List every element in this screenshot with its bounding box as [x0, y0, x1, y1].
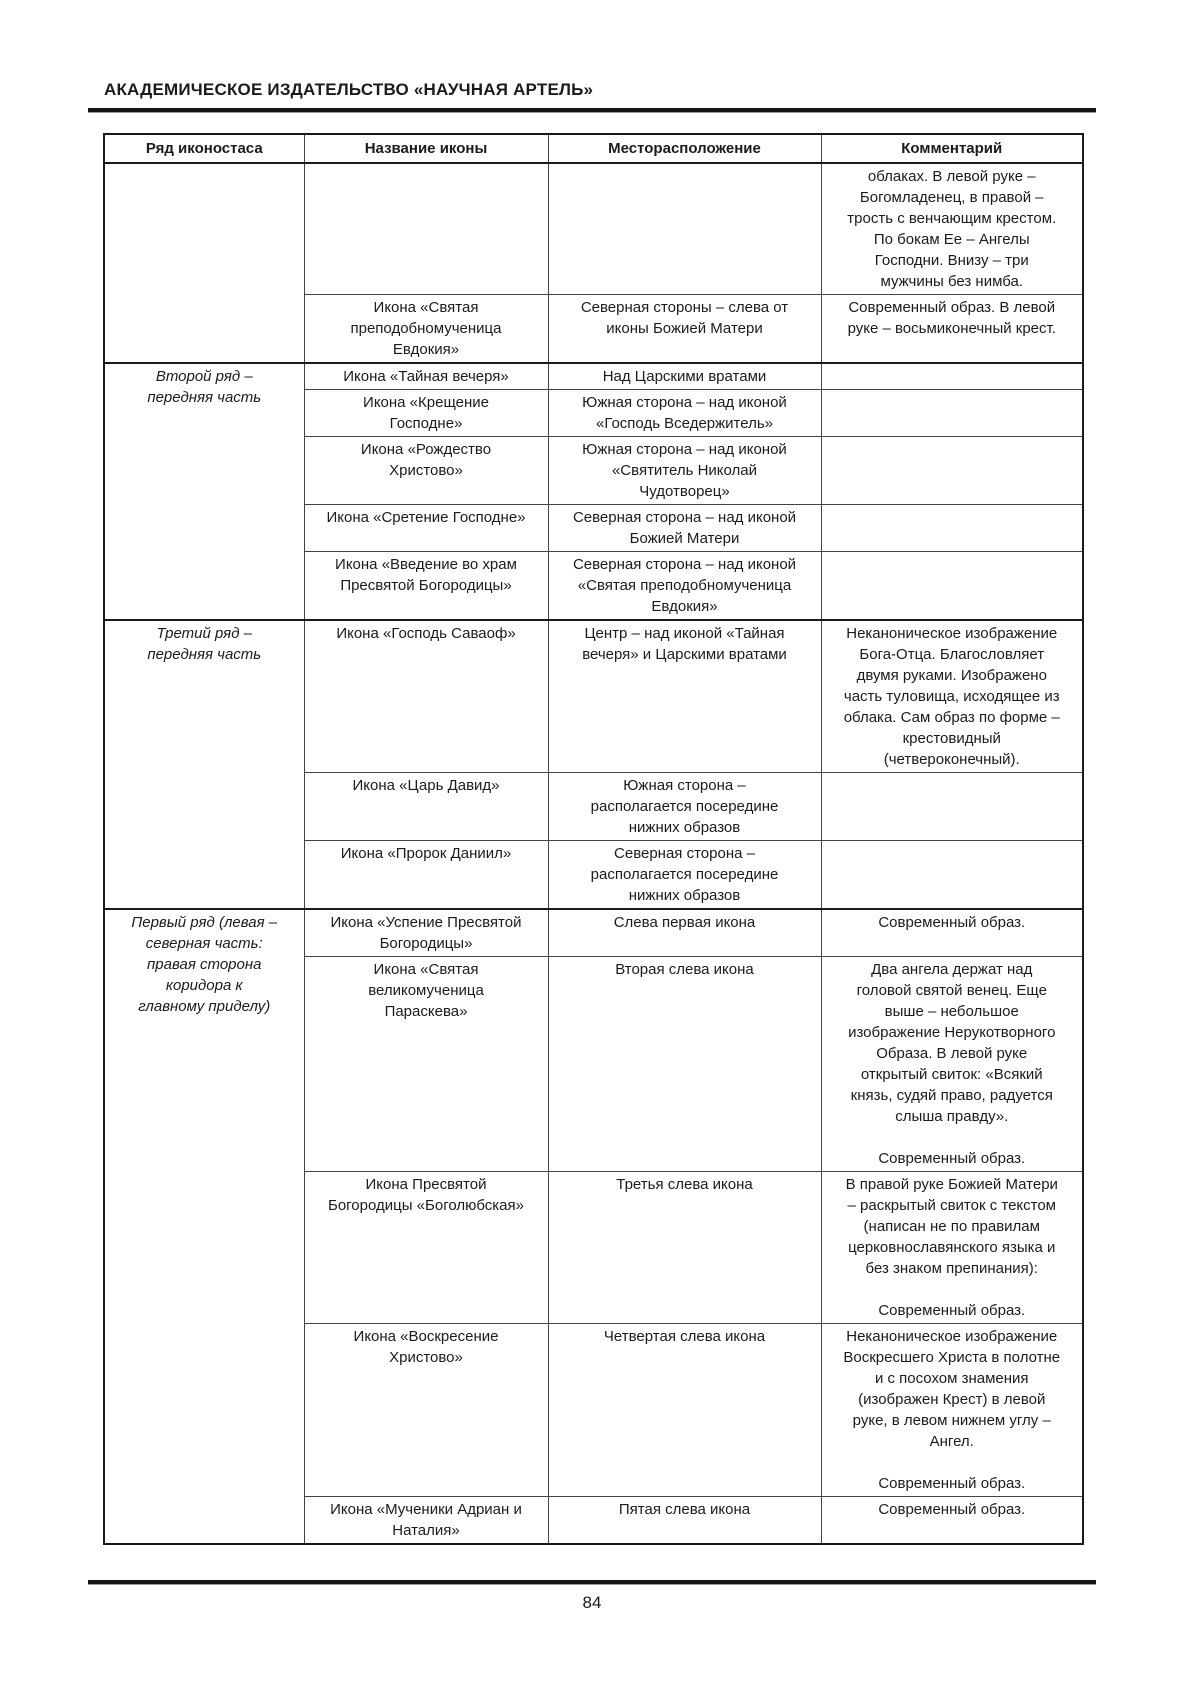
comment-cell	[821, 552, 1083, 621]
footer-rule	[88, 1580, 1096, 1585]
location-cell: Северная стороны – слева от иконы Божией Матери	[548, 295, 821, 364]
row-group-label: Третий ряд – передняя часть	[104, 620, 304, 909]
column-header-location: Месторасположение	[548, 134, 821, 163]
column-header-comment: Комментарий	[821, 134, 1083, 163]
icon-name-cell: Икона «Господь Саваоф»	[304, 620, 548, 773]
location-cell: Северная сторона – располагается посередине нижних образов	[548, 841, 821, 910]
icon-name-cell: Икона «Рождество Христово»	[304, 437, 548, 505]
comment-cell	[821, 437, 1083, 505]
icon-name-cell: Икона Пресвятой Богородицы «Боголюбская»	[304, 1172, 548, 1324]
location-cell: Северная сторона – над иконой «Святая преподобномученица Евдокия»	[548, 552, 821, 621]
icon-name-cell: Икона «Святая преподобномученица Евдокия»	[304, 295, 548, 364]
row-group-label: Второй ряд – передняя часть	[104, 363, 304, 620]
icon-name-cell: Икона «Воскресение Христово»	[304, 1324, 548, 1497]
row-group-label: Первый ряд (левая – северная часть: правая сторона коридора к главному приделу)	[104, 909, 304, 1544]
icon-name-cell: Икона «Крещение Господне»	[304, 390, 548, 437]
location-cell: Третья слева икона	[548, 1172, 821, 1324]
table-row	[104, 363, 1083, 390]
comment-cell	[821, 505, 1083, 552]
comment-cell: Современный образ.	[821, 1497, 1083, 1545]
location-cell: Центр – над иконой «Тайная вечеря» и Царскими вратами	[548, 620, 821, 773]
location-cell: Вторая слева икона	[548, 957, 821, 1172]
comment-cell	[821, 363, 1083, 390]
icon-name-cell: Икона «Успение Пресвятой Богородицы»	[304, 909, 548, 957]
page-number: 84	[582, 1593, 602, 1612]
table-row	[104, 620, 1083, 773]
icon-name-cell: Икона «Тайная вечеря»	[304, 363, 548, 390]
location-cell: Пятая слева икона	[548, 1497, 821, 1545]
icon-name-cell: Икона «Святая великомученица Параскева»	[304, 957, 548, 1172]
icon-name-cell	[304, 163, 548, 295]
icon-name-cell: Икона «Мученики Адриан и Наталия»	[304, 1497, 548, 1545]
header-rule	[88, 108, 1096, 113]
row-group-label	[104, 163, 304, 363]
comment-cell: облаках. В левой руке – Богомладенец, в правой – трость с венчающим крестом. По бокам Ее – Ангелы Господни. Внизу – три мужчины без нимба.	[821, 163, 1083, 295]
table-header-row	[104, 134, 1083, 163]
icon-name-cell: Икона «Пророк Даниил»	[304, 841, 548, 910]
location-cell: Четвертая слева икона	[548, 1324, 821, 1497]
table-row	[104, 163, 1083, 295]
comment-cell: Неканоническое изображение Бога-Отца. Благословляет двумя руками. Изображено часть туловища, исходящее из облака. Сам образ по форме – крестовидный (четвероконечный).	[821, 620, 1083, 773]
iconostasis-table	[103, 133, 1084, 1545]
icon-name-cell: Икона «Сретение Господне»	[304, 505, 548, 552]
table-row	[104, 909, 1083, 957]
column-header-iconostasis-row: Ряд иконостаса	[104, 134, 304, 163]
location-cell: Южная сторона – над иконой «Господь Вседержитель»	[548, 390, 821, 437]
comment-cell	[821, 773, 1083, 841]
column-header-icon-name: Название иконы	[304, 134, 548, 163]
location-cell	[548, 163, 821, 295]
location-cell: Северная сторона – над иконой Божией Матери	[548, 505, 821, 552]
comment-cell	[821, 390, 1083, 437]
comment-cell: В правой руке Божией Матери – раскрытый свиток с текстом (написан не по правилам церковнославянского языка и без знаком препинания): Современный образ.	[821, 1172, 1083, 1324]
location-cell: Южная сторона – над иконой «Святитель Николай Чудотворец»	[548, 437, 821, 505]
icon-name-cell: Икона «Царь Давид»	[304, 773, 548, 841]
location-cell: Южная сторона – располагается посередине нижних образов	[548, 773, 821, 841]
icon-name-cell: Икона «Введение во храм Пресвятой Богородицы»	[304, 552, 548, 621]
location-cell: Над Царскими вратами	[548, 363, 821, 390]
location-cell: Слева первая икона	[548, 909, 821, 957]
publisher-header-title: АКАДЕМИЧЕСКОЕ ИЗДАТЕЛЬСТВО «НАУЧНАЯ АРТЕЛЬ»	[104, 80, 594, 99]
comment-cell: Неканоническое изображение Воскресшего Христа в полотне и с посохом знамения (изображен Крест) в левой руке, в левом нижнем углу – Ангел. Современный образ.	[821, 1324, 1083, 1497]
comment-cell: Современный образ.	[821, 909, 1083, 957]
comment-cell: Два ангела держат над головой святой венец. Еще выше – небольшое изображение Нерукотворного Образа. В левой руке открытый свиток: «Всякий князь, судяй право, радуется слыша правду». Современный образ.	[821, 957, 1083, 1172]
comment-cell	[821, 841, 1083, 910]
comment-cell: Современный образ. В левой руке – восьмиконечный крест.	[821, 295, 1083, 364]
